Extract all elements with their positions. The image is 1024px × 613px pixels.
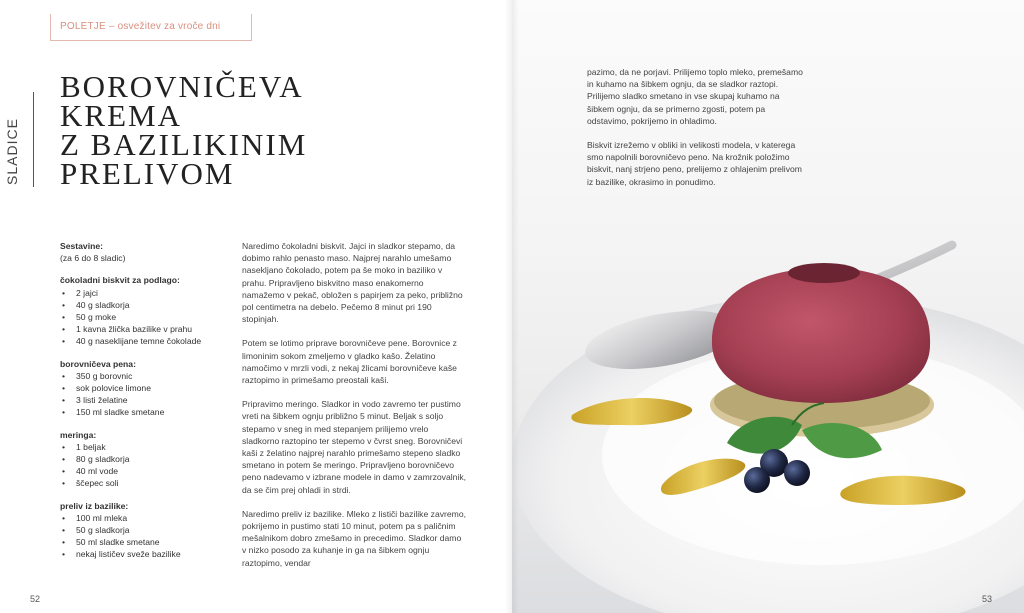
title-line: PRELIVOM: [60, 156, 235, 191]
ingredient-group: [60, 500, 230, 561]
ingredient-group: [60, 274, 230, 347]
group-title: čokoladni biskvit za podlago:: [60, 275, 180, 286]
blueberry-cream: [712, 267, 930, 403]
list-item: • 40 ml vode: [60, 465, 230, 477]
method-paragraph: pazimo, da ne porjavi. Prilijemo toplo mleko, premešamo in kuhamo na šibkem ognju, da se sladkor raztopi. Prilijemo sladko smetano in vse skupaj kuhamo na šibkem ognju, da se primerno zgosti, potem pa odstavimo, pokrijemo in ohladimo.: [587, 67, 803, 126]
right-page: [512, 0, 1024, 613]
ingredient-list: [60, 287, 230, 348]
page-number-right: 53: [982, 594, 993, 604]
title-line: KREMA: [60, 98, 182, 133]
title-line: Z BAZILIKINIM: [60, 127, 308, 162]
ingredients-column: [60, 240, 230, 561]
group-title: meringa:: [60, 429, 97, 440]
method-continued: [587, 66, 807, 200]
side-label: SLADICE: [4, 118, 20, 185]
ingredient-group: [60, 358, 230, 419]
list-item: • 40 g sladkorja: [60, 299, 230, 311]
list-item: • 3 listi želatine: [60, 394, 230, 406]
side-divider: [33, 92, 34, 187]
list-item: • 1 kavna žlička bazilike v prahu: [60, 323, 230, 335]
group-title: preliv iz bazilike:: [60, 500, 129, 511]
list-item: • 350 g borovnic: [60, 370, 230, 382]
ingredient-group: [60, 429, 230, 490]
list-item: • sok polovice limone: [60, 382, 230, 394]
method-paragraph: Naredimo čokoladni biskvit. Jajci in sladkor stepamo, da dobimo rahlo penasto maso. Najprej narahlo umešamo nasekljano čokolado, potem pa še moko in baziliko v prahu. Pripravljeno biskvitno maso enakomerno namažemo v pekač, obložen s papirjem za peko, približno pol centimetra na debelo. Pečemo 8 minut pri 190 stopinjah.: [242, 241, 463, 325]
method-paragraph: Biskvit izrežemo v obliki in velikosti modela, v katerega smo napolnili borovničevo peno. Na krožnik položimo biskvit, nanj strjeno peno, prelijemo z ohlajenim prelivom iz bazilike, okrasimo in ponudimo.: [587, 140, 802, 187]
section-header: POLETJE – osvežitev za vroče dni: [60, 21, 221, 32]
list-item: • 1 beljak: [60, 441, 230, 453]
ingredient-list: [60, 441, 230, 490]
dessert-photo: [512, 215, 1024, 613]
method-paragraph: Naredimo preliv iz bazilike. Mleko z lističi bazilike zavremo, pokrijemo in pustimo stati 10 minut, potem pa s paličnim mešalnikom dobro zmešamo in precedimo. Sladkor damo v nizko posodo za kuhanje in ga na šibkem ognju raztopimo, vendar: [242, 508, 466, 568]
list-item: • nekaj lističev sveže bazilike: [60, 548, 230, 560]
list-item: • ščepec soli: [60, 477, 230, 489]
list-item: • 50 g moke: [60, 311, 230, 323]
cream-top-hole: [788, 263, 860, 283]
servings: (za 6 do 8 sladic): [60, 253, 126, 264]
title-line: BOROVNIČEVA: [60, 69, 304, 104]
method-paragraph: Potem se lotimo priprave borovničeve pene. Borovnice z limoninim sokom zmeljemo v gladko kašo. Želatino namočimo v mrzli vodi, z nekaj žlicami borovničeve kaše raztopimo in primešamo preostali kaši.: [242, 338, 457, 386]
list-item: • 40 g naseklijane temne čokolade: [60, 335, 230, 347]
blueberry: [784, 460, 810, 486]
group-title: borovničeva pena:: [60, 358, 136, 369]
page-number-left: 52: [30, 594, 41, 604]
ingredient-list: [60, 370, 230, 419]
recipe-title: [60, 69, 308, 191]
ingredient-list: [60, 512, 230, 561]
method-column: [242, 240, 467, 581]
list-item: • 50 g sladkorja: [60, 524, 230, 536]
list-item: • 80 g sladkorja: [60, 453, 230, 465]
list-item: • 150 ml sladke smetane: [60, 406, 230, 418]
list-item: • 50 ml sladke smetane: [60, 536, 230, 548]
ingredients-heading: Sestavine:: [60, 241, 103, 251]
list-item: • 100 ml mleka: [60, 512, 230, 524]
spread-gutter: [505, 0, 519, 613]
method-paragraph: Pripravimo meringo. Sladkor in vodo zavremo ter pustimo vreti na šibkem ognju približno 5 minut. Beljak s soljo stepamo v sneg in med stepanjem prilijemo vrelo sladkorno raztopino ter stepemo v čvrst sneg. Borovničevi kaši z želatino najprej narahlo primešamo stepeno sladko smetano in potem še meringo. Pripravljeno borovničevo peno nadevamo v izbrane modele in damo v zamrzovalnik, da se čim prej ohladi in strdi.: [242, 399, 467, 495]
blueberry: [744, 467, 770, 493]
list-item: • 2 jajci: [60, 287, 230, 299]
